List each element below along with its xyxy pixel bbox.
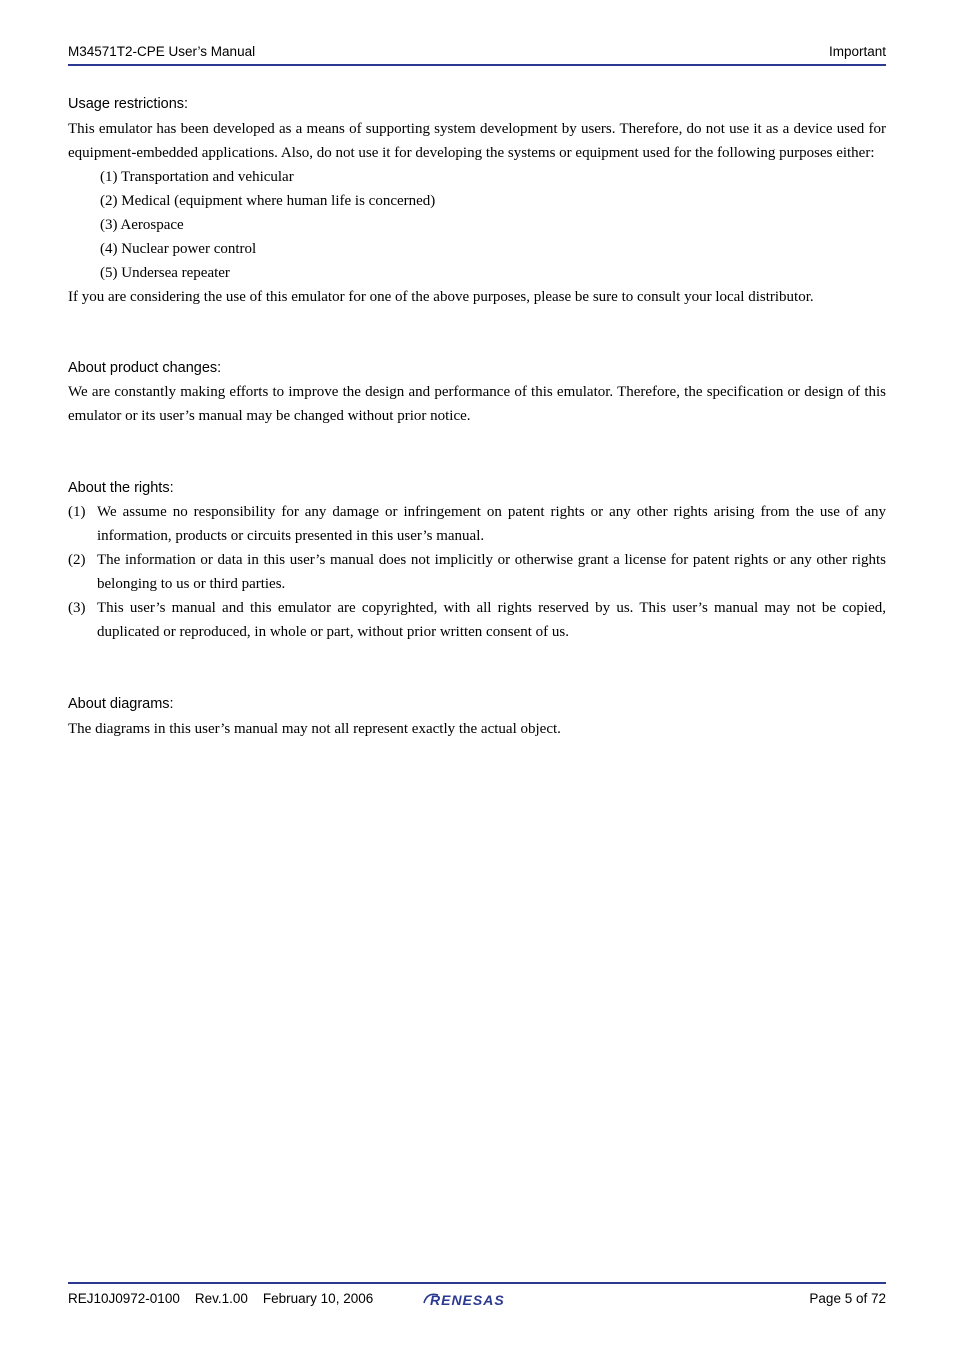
list-item-number: (3)	[68, 600, 86, 616]
list-item-number: (1)	[68, 504, 86, 520]
list-item: (2) Medical (equipment where human life is concerned)	[100, 193, 436, 209]
diagrams-body: The diagrams in this user’s manual may not all represent exactly the actual object.	[68, 721, 561, 737]
footer-doc-number: REJ10J0972-0100	[68, 1291, 180, 1306]
list-item: (5) Undersea repeater	[100, 265, 230, 281]
renesas-logo	[422, 1290, 534, 1308]
rights-list	[68, 500, 886, 644]
page-footer	[68, 1290, 886, 1312]
product-changes-section	[68, 356, 886, 428]
list-item: (1) Transportation and vehicular	[100, 169, 294, 185]
list-item-text: We assume no responsibility for any damage or infringement on patent rights or any other rights arising from the use of any information, products or circuits presented in this user’s manual.	[97, 504, 886, 544]
rights-title: About the rights:	[68, 480, 174, 496]
list-item: (4) Nuclear power control	[100, 241, 257, 257]
page-content	[68, 92, 886, 741]
product-changes-body: We are constantly making efforts to improve the design and performance of this emulator. Therefore, the specification or design of this emulator or its user’s manual may be changed without prior notice.	[68, 384, 886, 424]
rights-section	[68, 476, 886, 644]
usage-restrictions-title: Usage restrictions:	[68, 96, 189, 112]
list-item	[68, 500, 886, 548]
list-item	[68, 596, 886, 644]
header-manual-title: M34571T2-CPE User’s Manual	[68, 44, 256, 59]
list-item-text: The information or data in this user’s manual does not implicitly or otherwise grant a license for patent rights or any other rights belonging to us or third parties.	[97, 552, 886, 592]
list-item	[68, 548, 886, 596]
footer-date: February 10, 2006	[262, 1291, 374, 1306]
diagrams-section	[68, 692, 886, 741]
footer-revision: Rev.1.00	[194, 1291, 248, 1306]
footer-page-number: Page 5 of 72	[809, 1291, 886, 1306]
footer-rule	[68, 1282, 886, 1284]
product-changes-title: About product changes:	[68, 360, 222, 376]
usage-restrictions-section	[68, 92, 886, 309]
header-rule	[68, 64, 886, 66]
page-header	[68, 44, 886, 64]
list-item-number: (2)	[68, 552, 86, 568]
renesas-logo-text: RENESAS	[430, 1292, 505, 1308]
list-item-text: This user’s manual and this emulator are copyrighted, with all rights reserved by us. This user’s manual may not be copied, duplicated or reproduced, in whole or part, without prior written consent of us.	[97, 600, 886, 640]
diagrams-title: About diagrams:	[68, 696, 174, 712]
usage-restrictions-intro: This emulator has been developed as a means of supporting system development by users. Therefore, do not use it as a device used for equipment-embedded applications. Also, do not use it for developing the systems or equipment used for the following purposes either:	[68, 121, 886, 161]
usage-restrictions-outro: If you are considering the use of this emulator for one of the above purposes, please be sure to consult your local distributor.	[68, 289, 814, 305]
header-section-name: Important	[828, 44, 886, 59]
usage-restrictions-list	[68, 165, 886, 285]
list-item: (3) Aerospace	[100, 217, 184, 233]
footer-document-info	[68, 1291, 373, 1306]
